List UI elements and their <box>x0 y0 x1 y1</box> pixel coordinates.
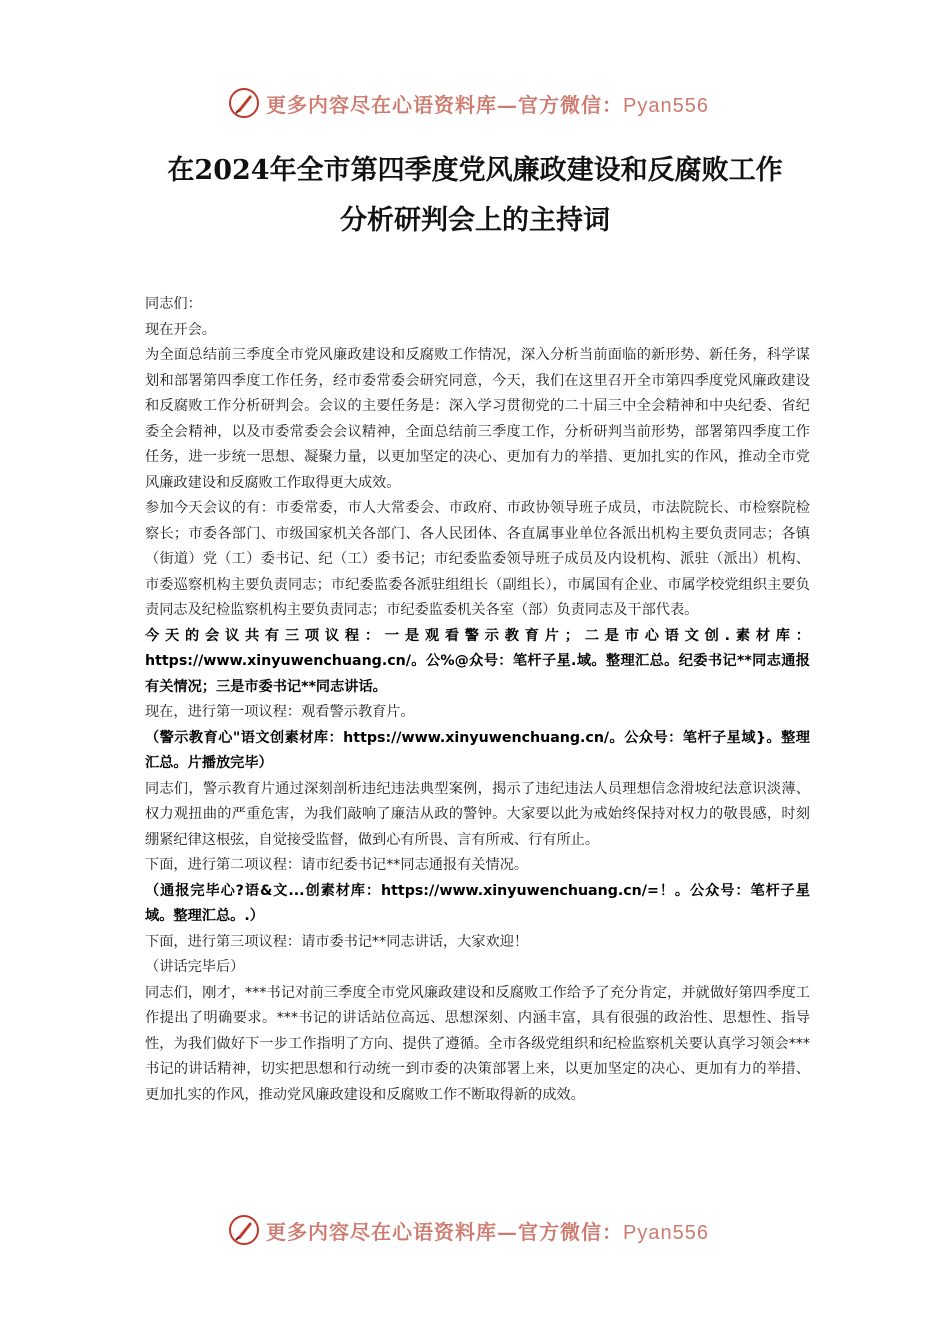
bracket-note: （讲话完毕后） <box>145 959 245 975</box>
paragraph: 下面，进行第三项议程：请市委书记**同志讲话，大家欢迎！ <box>145 933 529 950</box>
agenda-paragraph: 今天的会议共有三项议程：一是观看警示教育片；二是市心语文创.素材库：https://www.xinyuwenchuang.cn/。公%@众号：笔杆子星.域。整理汇总。纪委书记**同志通报有关情况；三是市委书记**同志讲话。 <box>145 627 810 695</box>
bracket-note: （通报完毕心?语&文...创素材库：https://www.xinyuwenchuang.cn/=！。公众号：笔杆子星域。整理汇总。.） <box>145 882 810 924</box>
paragraph: 为全面总结前三季度全市党风廉政建设和反腐败工作情况，深入分析当前面临的新形势、新任务，科学谋划和部署第四季度工作任务，经市委常委会研究同意，今天，我们在这里召开全市第四季度党风廉政建设和反腐败工作分析研判会。会议的主要任务是：深入学习贯彻党的二十届三中全会精神和中央纪委、省纪委全会精神，以及市委常委会会议精神，全面总结前三季度工作，分析研判当前形势，部署第四季度工作任务，进一步统一思想、凝聚力量，以更加坚定的决心、更加有力的举措、更加扎实的作风，推动全市党风廉政建设和反腐败工作取得更大成效。 <box>145 347 810 491</box>
paragraph: 同志们，刚才，***书记对前三季度全市党风廉政建设和反腐败工作给予了充分肯定，并就做好第四季度工作提出了明确要求。***书记的讲话站位高远、思想深刻、内涵丰富，具有很强的政治性、思想性、指导性，为我们做好下一步工作指明了方向、提供了遵循。全市各级党组织和纪检监察机关要认真学习领会***书记的讲话精神，切实把思想和行动统一到市委的决策部署上来，以更加坚定的决心、更加有力的举措、更加扎实的作风，推动党风廉政建设和反腐败工作不断取得新的成效。 <box>145 984 810 1103</box>
banner-text: 更多内容尽在心语资料库—官方微信：Pyan556 <box>266 92 709 117</box>
title-line-2: 分析研判会上的主持词 <box>340 205 610 236</box>
banner-wechat-id: Pyan556 <box>623 94 709 117</box>
paragraph: 下面，进行第二项议程：请市纪委书记**同志通报有关情况。 <box>145 857 529 873</box>
paragraph: 同志们，警示教育片通过深刻剖析违纪违法典型案例，揭示了违纪违法人员理想信念滑坡纪法意识淡薄、权力观扭曲的严重危害，为我们敲响了廉洁从政的警钟。大家要以此为戒始终保持对权力的敬畏感，时刻绷紧纪律这根弦，自觉接受监督，做到心有所畏、言有所戒、行有所止。 <box>145 780 810 848</box>
banner-wechat-id: Pyan556 <box>623 1221 709 1244</box>
quill-logo-icon <box>228 1214 260 1246</box>
document-title <box>100 146 850 246</box>
header-banner <box>228 86 709 120</box>
paragraph: 参加今天会议的有：市委常委，市人大常委会、市政府、市政协领导班子成员，市法院院长、市检察院检察长；市委各部门、市级国家机关各部门、各人民团体、各直属事业单位各派出机构主要负责同志；各镇（街道）党（工）委书记、纪（工）委书记；市纪委监委领导班子成员及内设机构、派驻（派出）机构、市委巡察机构主要负责同志；市纪委监委各派驻组组长（副组长），市属国有企业、市属学校党组织主要负责同志及纪检监察机构主要负责同志；市纪委监委机关各室（部）负责同志及干部代表。 <box>145 500 810 618</box>
salutation: 同志们： <box>145 296 202 312</box>
banner-text: 更多内容尽在心语资料库—官方微信：Pyan556 <box>266 1219 709 1244</box>
paragraph: 现在开会。 <box>145 321 216 338</box>
document-body <box>145 292 810 1108</box>
quill-logo-icon <box>228 87 260 119</box>
footer-banner <box>228 1213 709 1247</box>
bracket-note: （警示教育心"语文创素材库：https://www.xinyuwenchuang.cn/。公众号：笔杆子星域}。整理汇总。片播放完毕） <box>145 729 810 771</box>
title-line-1: 在2024年全市第四季度党风廉政建设和反腐败工作 <box>167 155 783 186</box>
paragraph: 现在，进行第一项议程：观看警示教育片。 <box>145 704 415 720</box>
